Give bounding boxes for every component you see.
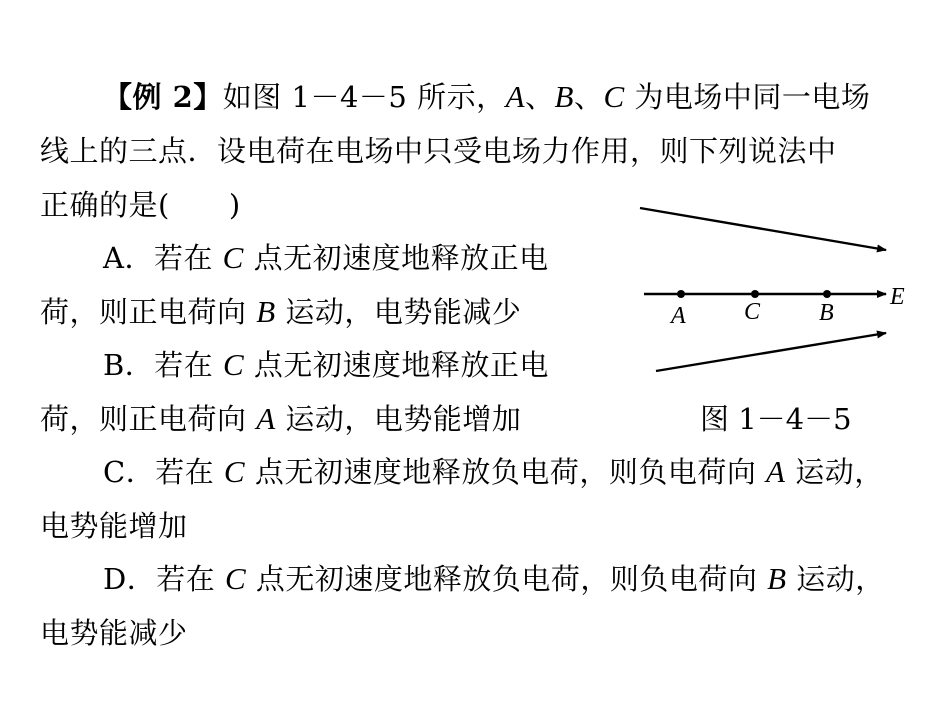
option-text: D．若在 (103, 562, 225, 596)
field-e-label: E (890, 284, 905, 310)
point-c-ref: C (603, 79, 625, 114)
point-b-label: B (819, 300, 834, 326)
option-text: C．若在 (103, 455, 224, 489)
option-text: 点无初速度地释放负电荷，则负电荷向 (245, 455, 767, 489)
option-text: 运动，电势能增加 (275, 402, 522, 436)
option-d-line-1 (103, 562, 885, 596)
separator: 、 (573, 80, 604, 114)
example-label: 【例 2】 (103, 80, 223, 114)
point-b-ref: B (256, 294, 276, 329)
point-a-ref: A (766, 454, 786, 489)
option-text: 运动，电势能减少 (275, 295, 522, 329)
option-b-line-1 (103, 348, 549, 382)
point-a-ref: A (256, 401, 276, 436)
electric-field-diagram (630, 196, 930, 386)
point-c-ref: C (222, 240, 244, 275)
figure-caption: 图 1－4－5 (700, 402, 852, 436)
point-a-label: A (671, 303, 686, 329)
option-text: B．若在 (103, 348, 224, 382)
option-text: 点无初速度地释放正电 (244, 348, 549, 382)
point-c-dot (751, 290, 759, 298)
option-text: 荷，则正电荷向 (40, 295, 257, 329)
separator: 、 (525, 80, 555, 114)
option-a-line-2 (40, 295, 521, 329)
question-stem-line-2 (40, 134, 837, 168)
option-a-line-1 (103, 241, 549, 275)
upper-field-line (640, 208, 886, 250)
question-stem-line-3 (40, 188, 241, 222)
point-c-ref: C (223, 454, 246, 489)
option-text: 电势能减少 (40, 616, 188, 650)
option-text: 荷，则正电荷向 (40, 402, 257, 436)
option-text: 点无初速度地释放正电 (243, 241, 549, 275)
option-d-line-2 (40, 616, 188, 650)
point-c-ref: C (223, 347, 245, 382)
question-stem-line-1 (103, 80, 870, 114)
option-c-line-2 (40, 509, 188, 543)
lower-field-line (656, 333, 886, 371)
point-c-label: C (744, 299, 761, 325)
stem-text: 线上的三点．设电荷在电场中只受电场力作用，则下列说法中 (40, 134, 837, 168)
point-c-ref: C (224, 561, 247, 596)
point-b-ref: B (554, 79, 574, 114)
stem-text: 如图 1－4－5 所示， (222, 80, 506, 114)
option-text: 运动， (786, 562, 885, 596)
option-text: 运动， (785, 455, 884, 489)
option-c-line-1 (103, 455, 884, 489)
point-b-ref: B (767, 561, 787, 596)
stem-text: 为电场中同一电场 (624, 80, 871, 114)
stem-text: 正确的是( ) (40, 188, 241, 222)
option-text: 电势能增加 (40, 509, 188, 543)
point-b-dot (823, 290, 831, 298)
point-a-ref: A (505, 79, 526, 114)
option-text: A．若在 (103, 241, 223, 275)
point-a-dot (677, 290, 685, 298)
option-b-line-2 (40, 402, 521, 436)
option-text: 点无初速度地释放负电荷，则负电荷向 (246, 562, 768, 596)
